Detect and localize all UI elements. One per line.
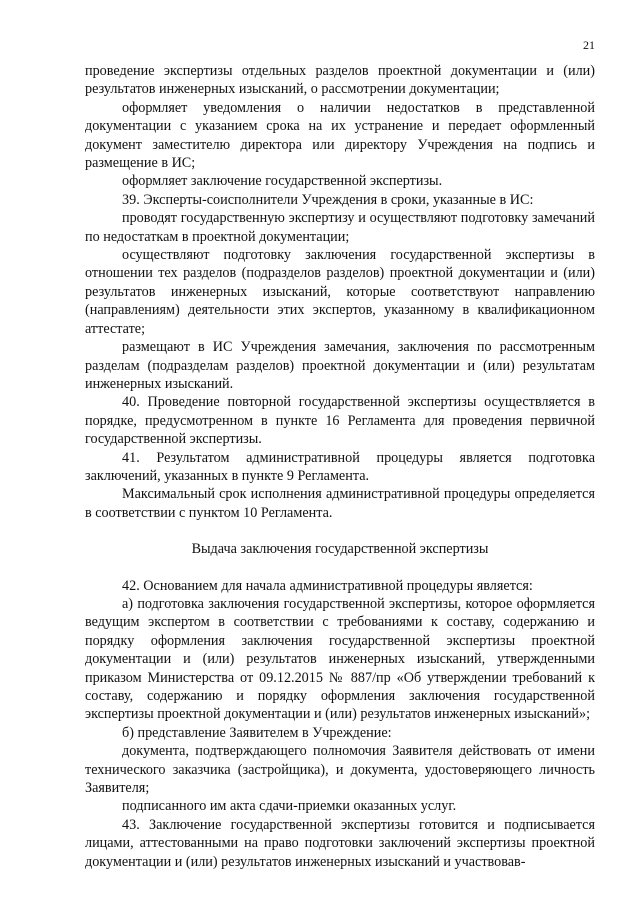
paragraph: подписанного им акта сдачи-приемки оказанных услуг. — [122, 798, 457, 815]
paragraph: осуществляют подготовку заключения государственной экспертизы в отношении тех разделов (подразделов разделов) проектной документации и (или) результатов инженерных изысканий, которые соответствуют направлению (направлениям) деятельности этих экспертов, указанному в квалификационном аттестате; — [85, 247, 595, 337]
paragraph: документа, подтверждающего полномочия Заявителя действовать от имени технического заказчика (застройщика), и документа, удостоверяющего личность Заявителя; — [85, 743, 595, 797]
paragraph: 42. Основанием для начала административной процедуры является: — [122, 577, 533, 594]
paragraph: проводят государственную экспертизу и осуществляют подготовку замечаний по недостаткам в проектной документации; — [85, 210, 595, 245]
paragraph: а) подготовка заключения государственной экспертизы, которое оформляется ведущим экспертом в соответствии с требованиями к составу, содержанию и порядку оформления заключения государственной экспертизы проектной документации и (или) результатов инженерных изысканий, утвержденными приказом Министерства от 09.12.2015 № 887/пр «Об утверждении требований к составу, содержанию и порядку оформления заключения государственной экспертизы проектной документации и (или) результатов инженерных изысканий»; — [85, 595, 595, 723]
section-heading: Выдача заключения государственной экспертизы — [191, 541, 489, 558]
document-body — [85, 62, 595, 871]
paragraph: б) представление Заявителем в Учреждение: — [122, 724, 392, 741]
paragraph: 43. Заключение государственной экспертизы готовится и подписывается лицами, аттестованными на право подготовки заключений экспертизы проектной документации и (или) результатов инженерных изысканий и участвовав- — [85, 816, 595, 870]
paragraph: размещают в ИС Учреждения замечания, заключения по рассмотренным разделам (подразделам разделов) проектной документации и (или) результатам инженерных изысканий. — [85, 339, 595, 392]
page-number: 21 — [583, 38, 595, 52]
paragraph: 39. Эксперты-соисполнители Учреждения в сроки, указанные в ИС: — [122, 191, 534, 208]
paragraph: проведение экспертизы отдельных разделов проектной документации и (или) результатов инженерных изысканий, о рассмотрении документации; — [85, 63, 595, 98]
paragraph: оформляет заключение государственной экспертизы. — [122, 173, 443, 190]
paragraph: оформляет уведомления о наличии недостатков в представленной документации с указанием срока на их устранение и передает оформленный документ заместителю директора или директору Учреждения на подпись и размещение в ИС; — [85, 99, 595, 172]
paragraph: Максимальный срок исполнения административной процедуры определяется в соответствии с пунктом 10 Регламента. — [85, 486, 595, 521]
paragraph: 40. Проведение повторной государственной экспертизы осуществляется в порядке, предусмотренном в пункте 16 Регламента для проведения первичной государственной экспертизы. — [85, 394, 595, 448]
paragraph: 41. Результатом административной процедуры является подготовка заключений, указанных в пункте 9 Регламента. — [85, 449, 595, 484]
